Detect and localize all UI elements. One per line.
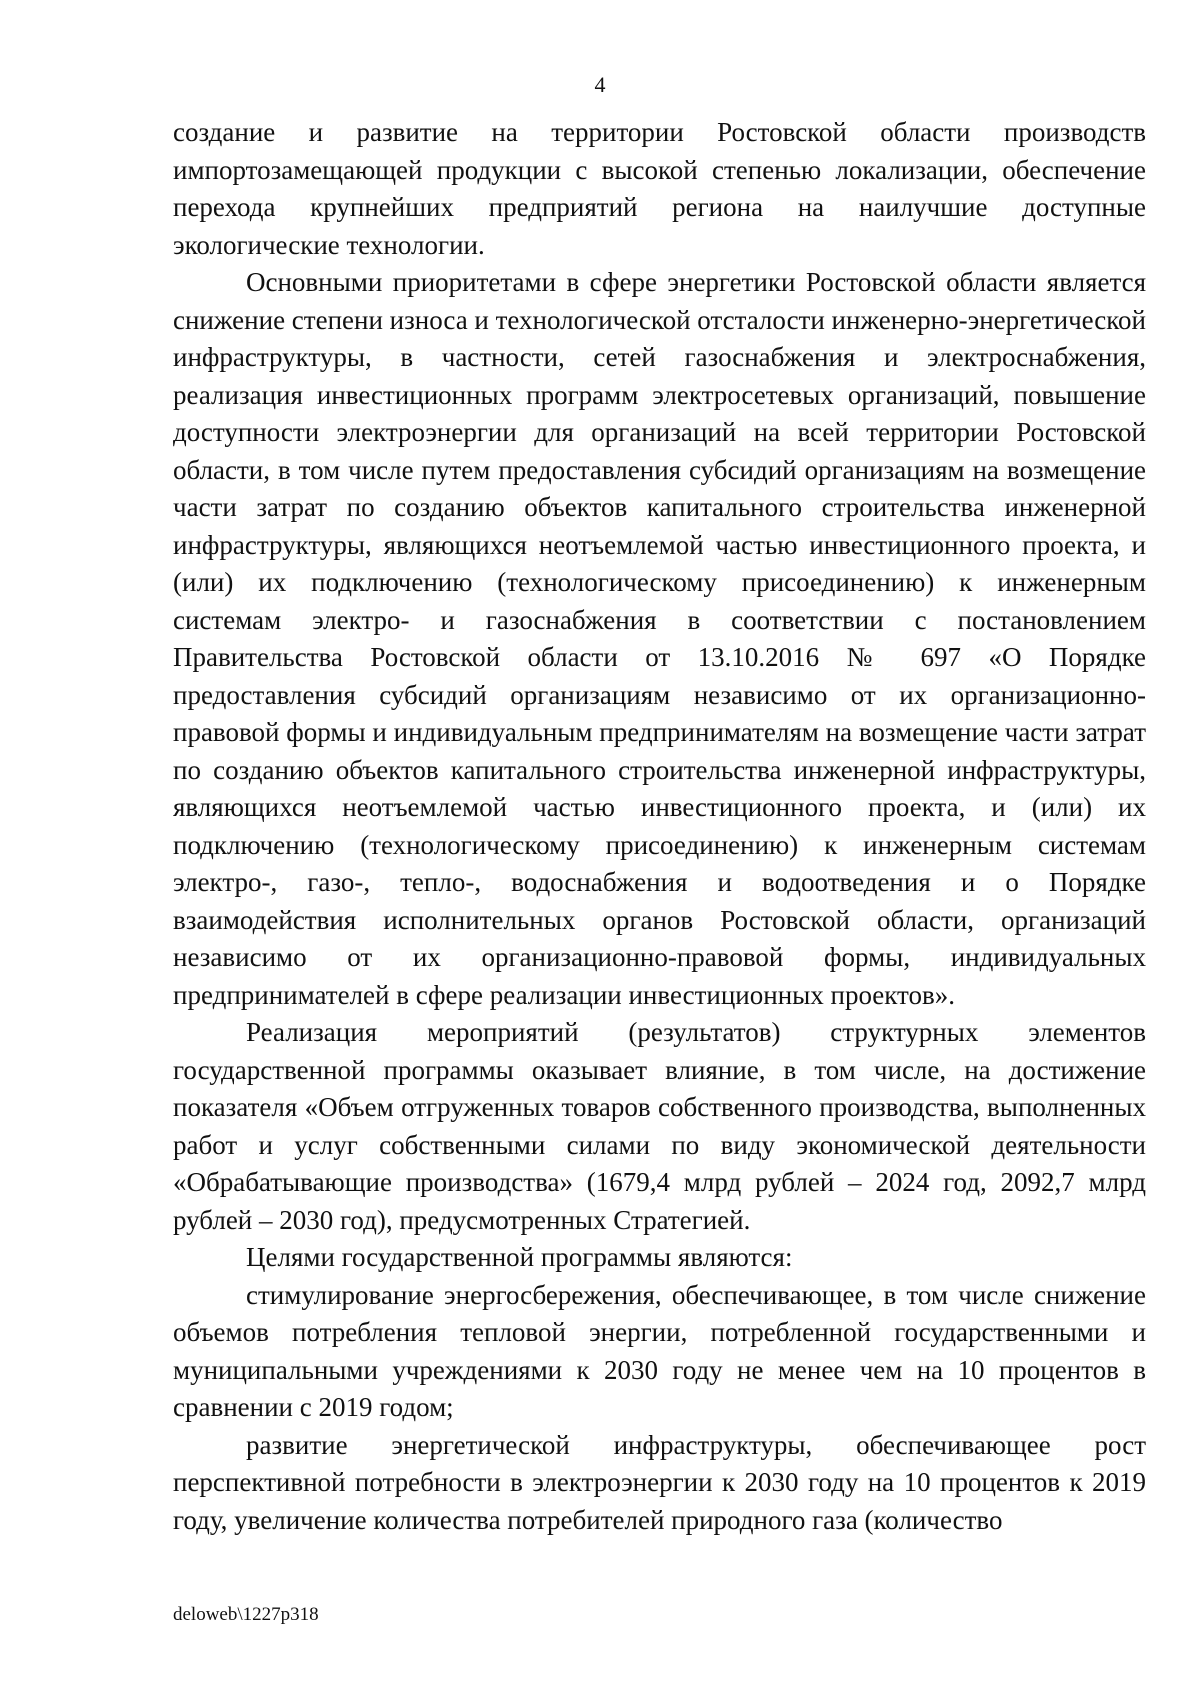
paragraph: стимулирование энергосбережения, обеспечивающее, в том числе снижение объемов потребления тепловой энергии, потребленной государственными и муниципальными учреждениями к 2030 году не менее чем на 10 процентов в сравнении с 2019 годом; — [173, 1279, 1146, 1422]
paragraph: Основными приоритетами в сфере энергетики Ростовской области является снижение степени износа и технологической отсталости инженерно-энергетической инфраструктуры, в частности, сетей газоснабжения и электроснабжения, реализация инвестиционных программ электросетевых организаций, повышение доступности электроэнергии для организаций на всей территории Ростовской области, в том числе путем предоставления субсидий организациям на возмещение части затрат по созданию объектов капитального строительства инженерной инфраструктуры, являющихся неотъемлемой частью инвестиционного проекта, и (или) их подключению (технологическому присоединению) к инженерным системам электро- и газоснабжения в соответствии с постановлением Правительства Ростовской области от 13.10.2016 № 697 «О Порядке предоставления субсидий организациям независимо от их организационно-правовой формы и индивидуальным предпринимателям на возмещение части затрат по созданию объектов капитального строительства инженерной инфраструктуры, являющихся неотъемлемой частью инвестиционного проекта, и (или) их подключению (технологическому присоединению) к инженерным системам электро-, газо-, тепло-, водоснабжения и водоотведения и о Порядке взаимодействия исполнительных органов Ростовской области, организаций независимо от их организационно-правовой формы, индивидуальных предпринимателей в сфере реализации инвестиционных проектов». — [173, 267, 1146, 1010]
paragraph: развитие энергетической инфраструктуры, обеспечивающее рост перспективной потребности в электроэнергии к 2030 году на 10 процентов к 2019 году, увеличение количества потребителей природного газа (количество — [173, 1429, 1146, 1535]
document-body — [173, 114, 1146, 1539]
paragraph: Реализация мероприятий (результатов) структурных элементов государственной программы оказывает влияние, в том числе, на достижение показателя «Объем отгруженных товаров собственного производства, выполненных работ и услуг собственными силами по виду экономической деятельности «Обрабатывающие производства» (1679,4 млрд рублей – 2024 год, 2092,7 млрд рублей – 2030 год), предусмотренных Стратегией. — [173, 1017, 1146, 1235]
document-footer-code: deloweb\1227p318 — [173, 1604, 319, 1625]
paragraph: Целями государственной программы являются: — [246, 1242, 793, 1272]
page-number: 4 — [594, 72, 606, 97]
paragraph: создание и развитие на территории Ростовской области производств импортозамещающей продукции с высокой степенью локализации, обеспечение перехода крупнейших предприятий региона на наилучшие доступные экологические технологии. — [173, 117, 1146, 260]
